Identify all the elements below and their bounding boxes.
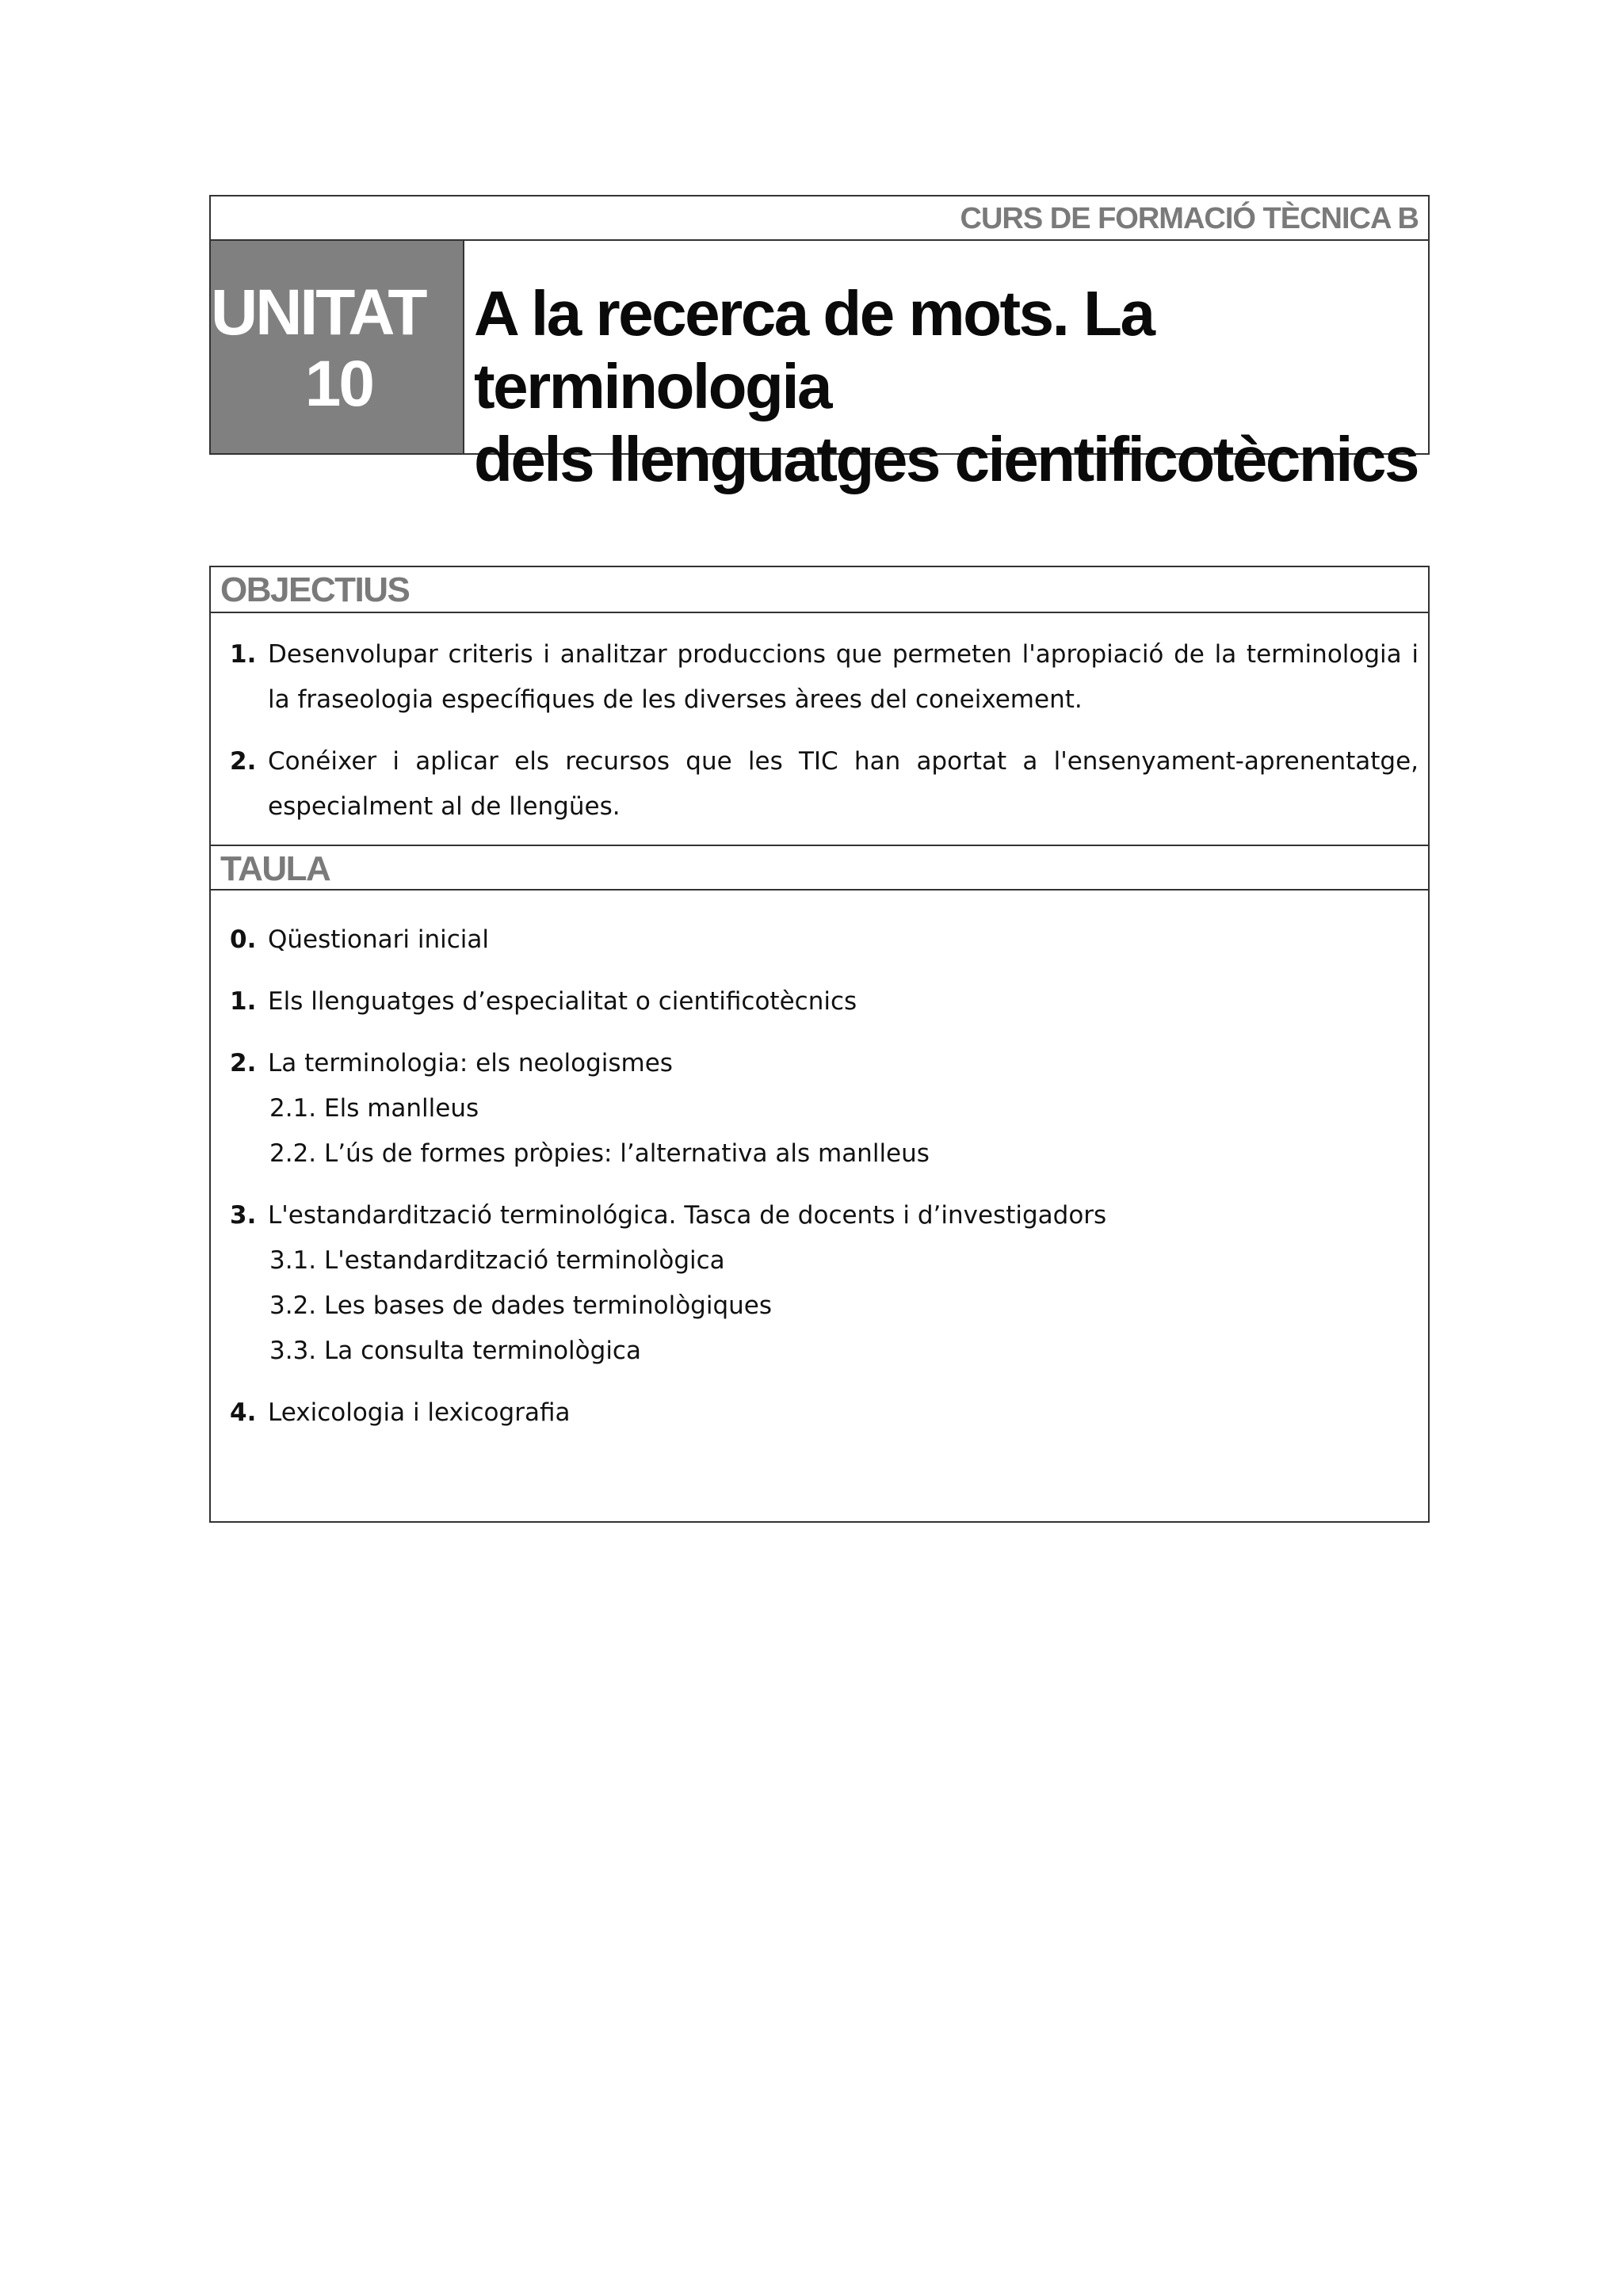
objective-text: Desenvolupar criteris i analitzar produccions que permeten l'apropiació de la terminologia i la fraseologia específiques de les diverses àrees del coneixement.: [268, 640, 1419, 714]
objectives-list: [230, 632, 1419, 846]
objectives-heading: OBJECTIUS: [211, 567, 1428, 613]
toc-item: [230, 1041, 1419, 1177]
toc-number: 2.: [230, 1049, 257, 1077]
objective-number: 1.: [230, 640, 257, 669]
objective-text: Conéixer i aplicar els recursos que les TIC han aportat a l'ensenyament-aprenentatge, especialment al de llengües.: [268, 747, 1419, 821]
toc-item: [230, 1193, 1419, 1374]
toc-subitem: 3.3. La consulta terminològica: [269, 1337, 641, 1365]
objective-item: [230, 632, 1419, 723]
toc-line: [230, 917, 1419, 963]
unit-label: UNITAT: [211, 277, 426, 349]
objective-number: 2.: [230, 747, 257, 776]
toc-text: Els llenguatges d’especialitat o cientificotècnics: [268, 987, 857, 1016]
objective-item: [230, 739, 1419, 830]
unit-title-line-2: dels llenguatges cientificotècnics: [474, 424, 1418, 494]
course-name: CURS DE FORMACIÓ TÈCNICA B: [211, 196, 1428, 241]
toc-text: Qüestionari inicial: [268, 925, 489, 954]
unit-title-line-1: A la recerca de mots. La terminologia: [474, 278, 1154, 421]
toc-number: 0.: [230, 925, 257, 954]
toc-line: [230, 1193, 1419, 1238]
toc-item: [230, 1390, 1419, 1436]
toc-number: 1.: [230, 987, 257, 1016]
unit-number: 10: [304, 348, 372, 420]
unit-title: [474, 241, 1419, 494]
toc-subitem: 3.2. Les bases de dades terminològiques: [269, 1291, 773, 1320]
toc-text: Lexicologia i lexicografia: [268, 1398, 571, 1427]
toc-text: La terminologia: els neologismes: [268, 1049, 673, 1077]
toc-item: [230, 979, 1419, 1024]
toc-line: [230, 1041, 1419, 1086]
toc-line: [230, 979, 1419, 1024]
toc-line: [230, 1390, 1419, 1436]
table-of-contents-heading: TAULA: [211, 845, 1428, 891]
toc-number: 3.: [230, 1201, 257, 1230]
toc-text: L'estandardització terminológica. Tasca de docents i d’investigadors: [268, 1201, 1107, 1230]
unit-badge: [211, 241, 464, 453]
table-of-contents: [230, 917, 1419, 1452]
toc-subitem: 2.1. Els manlleus: [269, 1094, 479, 1123]
toc-subitem: 3.1. L'estandardització terminològica: [269, 1246, 725, 1275]
content-box: [209, 566, 1430, 1523]
toc-number: 4.: [230, 1398, 257, 1427]
toc-subitem: 2.2. L’ús de formes pròpies: l’alternativa als manlleus: [269, 1139, 930, 1168]
unit-header: [209, 195, 1430, 494]
toc-item: [230, 917, 1419, 963]
